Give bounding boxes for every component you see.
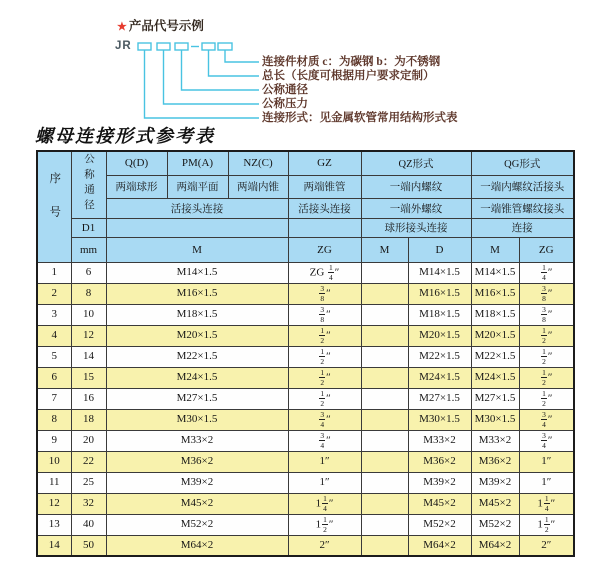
table-cell <box>361 304 408 325</box>
table-cell: 2 <box>37 283 71 304</box>
table-cell: 12 <box>37 493 71 514</box>
table-cell <box>361 493 408 514</box>
table-cell: 14 <box>37 535 71 556</box>
table-cell: M27×1.5 <box>408 388 471 409</box>
header-gz-unit: ZG <box>288 237 361 262</box>
table-cell: 1 $\frac{1}{2}$ ″ <box>519 514 574 535</box>
header-qg-zg-unit: ZG <box>519 237 574 262</box>
table-cell: M52×2 <box>471 514 519 535</box>
table-cell: M52×2 <box>408 514 471 535</box>
header-qz-m-unit: M <box>361 237 408 262</box>
table-cell: M22×1.5 <box>106 346 288 367</box>
table-cell: $\frac{3}{8}$ ″ <box>519 304 574 325</box>
table-cell: 1″ <box>519 472 574 493</box>
table-cell: $\frac{1}{2}$ ″ <box>288 346 361 367</box>
table-cell: M14×1.5 <box>471 262 519 283</box>
header-qg-code: QG形式 <box>471 151 574 175</box>
table-cell: 32 <box>71 493 106 514</box>
table-cell: M33×2 <box>106 430 288 451</box>
table-cell <box>361 472 408 493</box>
table-cell: $\frac{3}{4}$ ″ <box>288 430 361 451</box>
nut-connection-reference-table <box>36 150 575 557</box>
table-cell: 1 $\frac{1}{2}$ ″ <box>288 514 361 535</box>
table-row <box>37 346 574 367</box>
table-cell: M36×2 <box>106 451 288 472</box>
table-cell: $\frac{3}{4}$ ″ <box>519 409 574 430</box>
table-cell: 7 <box>37 388 71 409</box>
table-cell: 12 <box>71 325 106 346</box>
table-cell <box>361 409 408 430</box>
table-cell: M39×2 <box>408 472 471 493</box>
table-cell: M18×1.5 <box>106 304 288 325</box>
header-gz-desc: 两端锥管 <box>288 175 361 198</box>
header-empty-cell <box>106 218 288 237</box>
table-cell: $\frac{3}{8}$ ″ <box>288 304 361 325</box>
table-row <box>37 451 574 472</box>
table-row <box>37 388 574 409</box>
table-row <box>37 535 574 556</box>
table-cell: M45×2 <box>471 493 519 514</box>
table-cell: 1 <box>37 262 71 283</box>
table-cell: 22 <box>71 451 106 472</box>
header-union-connection: 活接头连接 <box>106 198 288 218</box>
header-qz-code: QZ形式 <box>361 151 471 175</box>
header-qg-desc2: 一端锥管螺纹接头 <box>471 198 574 218</box>
table-cell: M33×2 <box>471 430 519 451</box>
table-cell <box>361 325 408 346</box>
table-cell <box>361 283 408 304</box>
table-cell: M16×1.5 <box>106 283 288 304</box>
table-row <box>37 430 574 451</box>
header-qz-connection: 球形接头连接 <box>361 218 471 237</box>
header-q-code: Q(D) <box>106 151 167 175</box>
table-cell: 50 <box>71 535 106 556</box>
table-cell: 2″ <box>519 535 574 556</box>
table-cell: M39×2 <box>471 472 519 493</box>
table-cell: M64×2 <box>408 535 471 556</box>
table-cell: 1″ <box>288 451 361 472</box>
table-body <box>37 262 574 556</box>
table-cell: M39×2 <box>106 472 288 493</box>
table-cell: M33×2 <box>408 430 471 451</box>
table-cell: 20 <box>71 430 106 451</box>
table-cell: M24×1.5 <box>408 367 471 388</box>
table-cell <box>361 430 408 451</box>
diagram-label-nominal-diameter: 公称通径 <box>262 84 308 96</box>
header-empty-cell <box>288 218 361 237</box>
header-qz-desc: 一端内螺纹 <box>361 175 471 198</box>
table-cell <box>361 262 408 283</box>
table-cell: $\frac{3}{8}$ ″ <box>288 283 361 304</box>
table-cell: 13 <box>37 514 71 535</box>
table-cell: 1 $\frac{1}{4}$ ″ <box>288 493 361 514</box>
table-cell: 10 <box>37 451 71 472</box>
table-cell: 14 <box>71 346 106 367</box>
table-title: 螺母连接形式参考表 <box>35 126 215 146</box>
table-cell: M22×1.5 <box>471 346 519 367</box>
table-cell: 15 <box>71 367 106 388</box>
diagram-label-material: 连接件材质 c：为碳钢 b：为不锈钢 <box>262 56 441 68</box>
header-qg-m-unit: M <box>471 237 519 262</box>
table-row <box>37 283 574 304</box>
table-cell: M16×1.5 <box>408 283 471 304</box>
table-cell: M30×1.5 <box>471 409 519 430</box>
product-code-example-title <box>117 19 204 34</box>
product-code-example-text: 产品代号示例 <box>128 19 204 33</box>
table-row <box>37 367 574 388</box>
table-cell <box>361 451 408 472</box>
product-code-prefix: JR <box>115 40 132 52</box>
table-cell: 11 <box>37 472 71 493</box>
table-cell: M16×1.5 <box>471 283 519 304</box>
diagram-label-connection-form: 连接形式：见金属软管常用结构形式表 <box>262 112 458 124</box>
table-cell <box>361 346 408 367</box>
header-qg-desc: 一端内螺纹活接头 <box>471 175 574 198</box>
header-gz-union-connection: 活接头连接 <box>288 198 361 218</box>
table-cell: 6 <box>37 367 71 388</box>
table-cell: ZG $\frac{1}{4}$ ″ <box>288 262 361 283</box>
table-cell: $\frac{1}{2}$ ″ <box>288 388 361 409</box>
table-row <box>37 493 574 514</box>
table-cell: M14×1.5 <box>106 262 288 283</box>
table-cell: 16 <box>71 388 106 409</box>
table-row <box>37 514 574 535</box>
header-nz-desc: 两端内锥 <box>228 175 288 198</box>
table-cell: 2″ <box>288 535 361 556</box>
table-cell: M45×2 <box>408 493 471 514</box>
header-nz-code: NZ(C) <box>228 151 288 175</box>
table-cell: M24×1.5 <box>106 367 288 388</box>
table-cell: M64×2 <box>471 535 519 556</box>
diagram-label-nominal-pressure: 公称压力 <box>262 98 308 110</box>
table-cell: 1″ <box>519 451 574 472</box>
table-cell: M36×2 <box>471 451 519 472</box>
table-cell: $\frac{1}{4}$ ″ <box>519 262 574 283</box>
table-row <box>37 262 574 283</box>
header-m-unit: M <box>106 237 288 262</box>
header-d1: D1 <box>71 218 106 237</box>
table-cell: 18 <box>71 409 106 430</box>
table-cell: 3 <box>37 304 71 325</box>
table-cell: $\frac{1}{2}$ ″ <box>288 367 361 388</box>
table-cell: M64×2 <box>106 535 288 556</box>
table-cell: 5 <box>37 346 71 367</box>
table-row <box>37 472 574 493</box>
header-nominal-diameter: 公称通径 <box>71 151 106 218</box>
table-cell <box>361 514 408 535</box>
table-cell: $\frac{1}{2}$ ″ <box>519 325 574 346</box>
header-gz-code: GZ <box>288 151 361 175</box>
table-cell <box>361 367 408 388</box>
table-cell: 1 $\frac{1}{4}$ ″ <box>519 493 574 514</box>
table-row <box>37 409 574 430</box>
table-cell: M20×1.5 <box>471 325 519 346</box>
table-cell <box>361 535 408 556</box>
table-cell: $\frac{3}{4}$ ″ <box>288 409 361 430</box>
table-cell: M27×1.5 <box>471 388 519 409</box>
table-cell: 40 <box>71 514 106 535</box>
table-cell: $\frac{1}{2}$ ″ <box>519 388 574 409</box>
table-cell: M27×1.5 <box>106 388 288 409</box>
table-cell: M24×1.5 <box>471 367 519 388</box>
table-cell: 10 <box>71 304 106 325</box>
table-cell: 25 <box>71 472 106 493</box>
table-cell: $\frac{3}{8}$ ″ <box>519 283 574 304</box>
table-cell: M18×1.5 <box>408 304 471 325</box>
table-cell: $\frac{1}{2}$ ″ <box>519 346 574 367</box>
header-q-desc: 两端球形 <box>106 175 167 198</box>
table-cell: M30×1.5 <box>408 409 471 430</box>
header-qz-d-unit: D <box>408 237 471 262</box>
table-cell: 9 <box>37 430 71 451</box>
header-pm-desc: 两端平面 <box>167 175 228 198</box>
table-cell: M52×2 <box>106 514 288 535</box>
header-qg-connection: 连接 <box>471 218 574 237</box>
table-cell: $\frac{3}{4}$ ″ <box>519 430 574 451</box>
table-cell: M18×1.5 <box>471 304 519 325</box>
header-qz-desc2: 一端外螺纹 <box>361 198 471 218</box>
table-cell <box>361 388 408 409</box>
table-cell: M22×1.5 <box>408 346 471 367</box>
header-serial-number: 序号 <box>37 151 71 262</box>
table-cell: M36×2 <box>408 451 471 472</box>
table-cell: 4 <box>37 325 71 346</box>
table-cell: 1″ <box>288 472 361 493</box>
table-cell: $\frac{1}{2}$ ″ <box>519 367 574 388</box>
table-cell: M20×1.5 <box>106 325 288 346</box>
header-pm-code: PM(A) <box>167 151 228 175</box>
star-icon: ★ <box>117 21 127 33</box>
table-cell: M45×2 <box>106 493 288 514</box>
header-mm-unit: mm <box>71 237 106 262</box>
table-cell: 8 <box>71 283 106 304</box>
table-cell: $\frac{1}{2}$ ″ <box>288 325 361 346</box>
table-cell: M20×1.5 <box>408 325 471 346</box>
table-cell: 6 <box>71 262 106 283</box>
diagram-label-total-length: 总长（长度可根据用户要求定制） <box>262 70 435 82</box>
table-cell: 8 <box>37 409 71 430</box>
table-cell: M30×1.5 <box>106 409 288 430</box>
table-row <box>37 304 574 325</box>
table-row <box>37 325 574 346</box>
table-cell: M14×1.5 <box>408 262 471 283</box>
